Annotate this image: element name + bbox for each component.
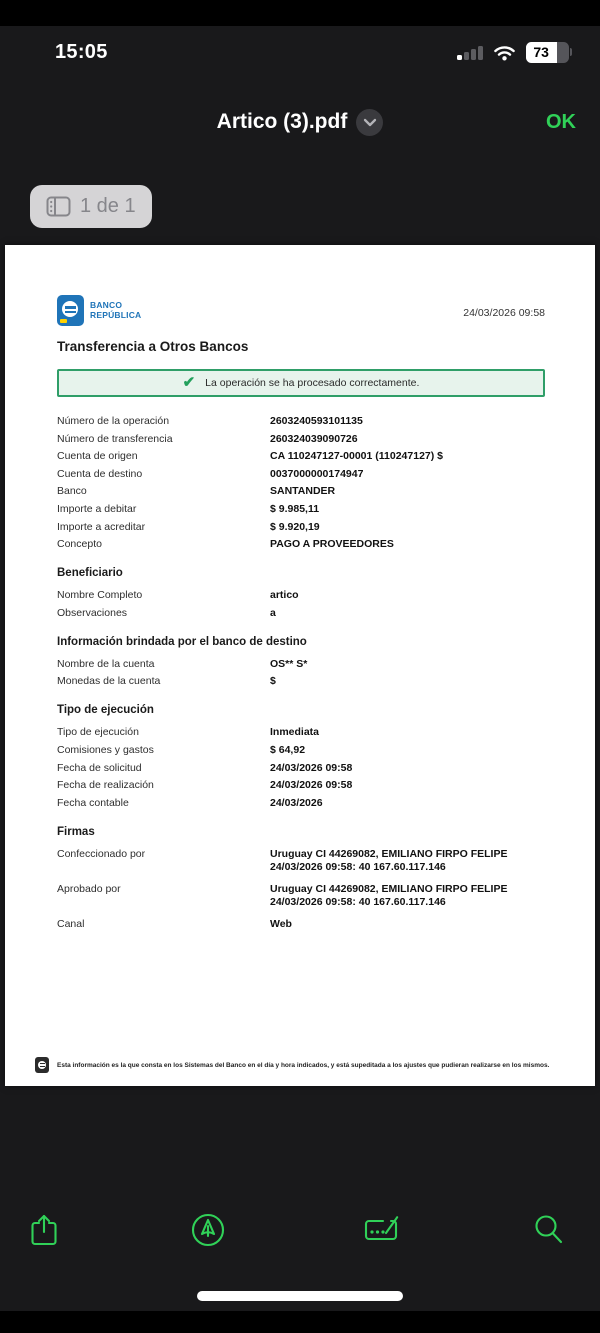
status-bar (0, 26, 600, 78)
field-label: Fecha contable (57, 796, 129, 809)
document-sections (57, 415, 545, 931)
field-label: Concepto (57, 538, 102, 551)
chevron-down-icon (363, 118, 377, 127)
field-label: Tipo de ejecución (57, 726, 139, 739)
field-value: Uruguay CI 44269082, EMILIANO FIRPO FELIPE 24/03/2026 09:58: 40 167.60.117.146 (270, 882, 508, 908)
footnote-logo-icon (35, 1057, 49, 1073)
field-row (57, 538, 545, 551)
pdf-page[interactable] (5, 245, 595, 1086)
field-row (57, 658, 545, 671)
field-row (57, 726, 545, 739)
field-value: CA 110247127-00001 (110247127) $ (270, 450, 444, 463)
page-indicator-label: 1 de 1 (80, 195, 136, 217)
field-value: Web (270, 917, 292, 930)
field-row (57, 744, 545, 757)
field-value: artico (270, 589, 299, 602)
field-label: Aprobado por (57, 882, 121, 895)
field-value: 0037000000174947 (270, 467, 364, 480)
field-row (57, 589, 545, 602)
section-heading: Tipo de ejecución (57, 704, 154, 717)
field-label: Nombre Completo (57, 589, 143, 602)
field-row (57, 485, 545, 498)
field-label: Banco (57, 485, 87, 498)
field-row (57, 607, 545, 620)
field-row (57, 675, 545, 688)
field-value: 2603240593101135 (270, 415, 363, 427)
bottom-toolbar (0, 1198, 600, 1264)
field-value: SANTANDER (270, 485, 336, 498)
fill-sign-button[interactable] (357, 1206, 405, 1254)
footnote-text: Esta información es la que consta en los Sistemas del Banco en el día y hora indicados, y está supeditada a los ajustes que pudieran realizarse en los mismos. (57, 1061, 550, 1069)
field-label: Cuenta de origen (57, 450, 138, 463)
check-icon: ✔ (182, 374, 196, 391)
section-heading: Beneficiario (57, 567, 123, 580)
field-value: 260324039090726 (270, 432, 358, 445)
field-value: a (270, 606, 276, 619)
bank-logo-mark-icon (57, 295, 84, 326)
field-value: Inmediata (270, 726, 320, 739)
page-indicator-pill[interactable] (30, 185, 152, 228)
field-row (57, 762, 545, 775)
field-label: Fecha de realización (57, 779, 154, 792)
field-value: $ 9.920,19 (270, 520, 320, 533)
field-row (57, 468, 545, 481)
field-row (57, 415, 545, 428)
search-button[interactable] (525, 1206, 573, 1254)
field-label: Número de transferencia (57, 432, 173, 445)
field-row (57, 883, 545, 909)
title-menu-button[interactable] (356, 109, 383, 136)
bottom-black-strip (0, 1311, 600, 1333)
cellular-signal-icon (457, 45, 483, 60)
field-value: Uruguay CI 44269082, EMILIANO FIRPO FELIPE 24/03/2026 09:58: 40 167.60.117.146 (270, 847, 508, 873)
field-row (57, 918, 545, 931)
field-value: $ (270, 675, 276, 688)
field-row (57, 848, 545, 874)
battery-percent: 73 (533, 44, 549, 60)
bank-logo-line1: BANCO (90, 300, 123, 310)
field-label: Nombre de la cuenta (57, 657, 155, 670)
field-row (57, 503, 545, 516)
success-banner (57, 369, 545, 397)
field-value: $ 9.985,11 (270, 502, 320, 515)
field-label: Cuenta de destino (57, 467, 143, 480)
field-label: Confeccionado por (57, 847, 146, 860)
home-indicator[interactable] (197, 1291, 403, 1301)
field-label: Comisiones y gastos (57, 743, 154, 756)
document-title: Transferencia a Otros Bancos (57, 339, 249, 354)
success-message: La operación se ha procesado correctamente. (205, 377, 420, 389)
file-title: Artico (3).pdf (216, 110, 348, 133)
top-black-strip (0, 0, 600, 26)
field-row (57, 433, 545, 446)
field-value: PAGO A PROVEEDORES (270, 538, 394, 551)
wifi-icon (493, 44, 516, 61)
share-icon (29, 1212, 59, 1248)
field-label: Importe a acreditar (57, 520, 146, 533)
bank-logo (57, 295, 141, 326)
battery-icon (526, 42, 573, 63)
field-value: 24/03/2026 09:58 (270, 779, 353, 792)
status-time: 15:05 (55, 40, 108, 63)
share-button[interactable] (20, 1206, 68, 1254)
document-date: 24/03/2026 09:58 (463, 307, 545, 319)
field-value: 24/03/2026 09:58 (270, 761, 353, 774)
nav-bar (0, 92, 600, 152)
section-heading: Información brindada por el banco de destino (57, 635, 307, 648)
ok-button[interactable]: OK (546, 110, 576, 133)
field-label: Importe a debitar (57, 502, 137, 515)
document-content (5, 245, 595, 940)
search-icon (532, 1213, 566, 1247)
bank-logo-line2: REPÚBLICA (90, 309, 142, 320)
section-heading: Firmas (57, 825, 95, 838)
markup-icon (190, 1212, 226, 1248)
document-footnote (35, 1057, 577, 1073)
field-row (57, 779, 545, 792)
field-row (57, 797, 545, 810)
field-label: Fecha de solicitud (57, 761, 142, 774)
field-value: $ 64,92 (270, 743, 306, 756)
field-row (57, 521, 545, 534)
thumbnails-sidebar-icon (46, 196, 71, 217)
markup-button[interactable] (184, 1206, 232, 1254)
field-value: 24/03/2026 (270, 796, 323, 809)
field-row (57, 450, 545, 463)
field-label: Monedas de la cuenta (57, 675, 161, 688)
field-label: Observaciones (57, 606, 128, 619)
field-label: Canal (57, 917, 85, 930)
field-value: OS** S* (270, 657, 308, 670)
fill-sign-icon (362, 1213, 400, 1247)
field-label: Número de la operación (57, 415, 170, 427)
